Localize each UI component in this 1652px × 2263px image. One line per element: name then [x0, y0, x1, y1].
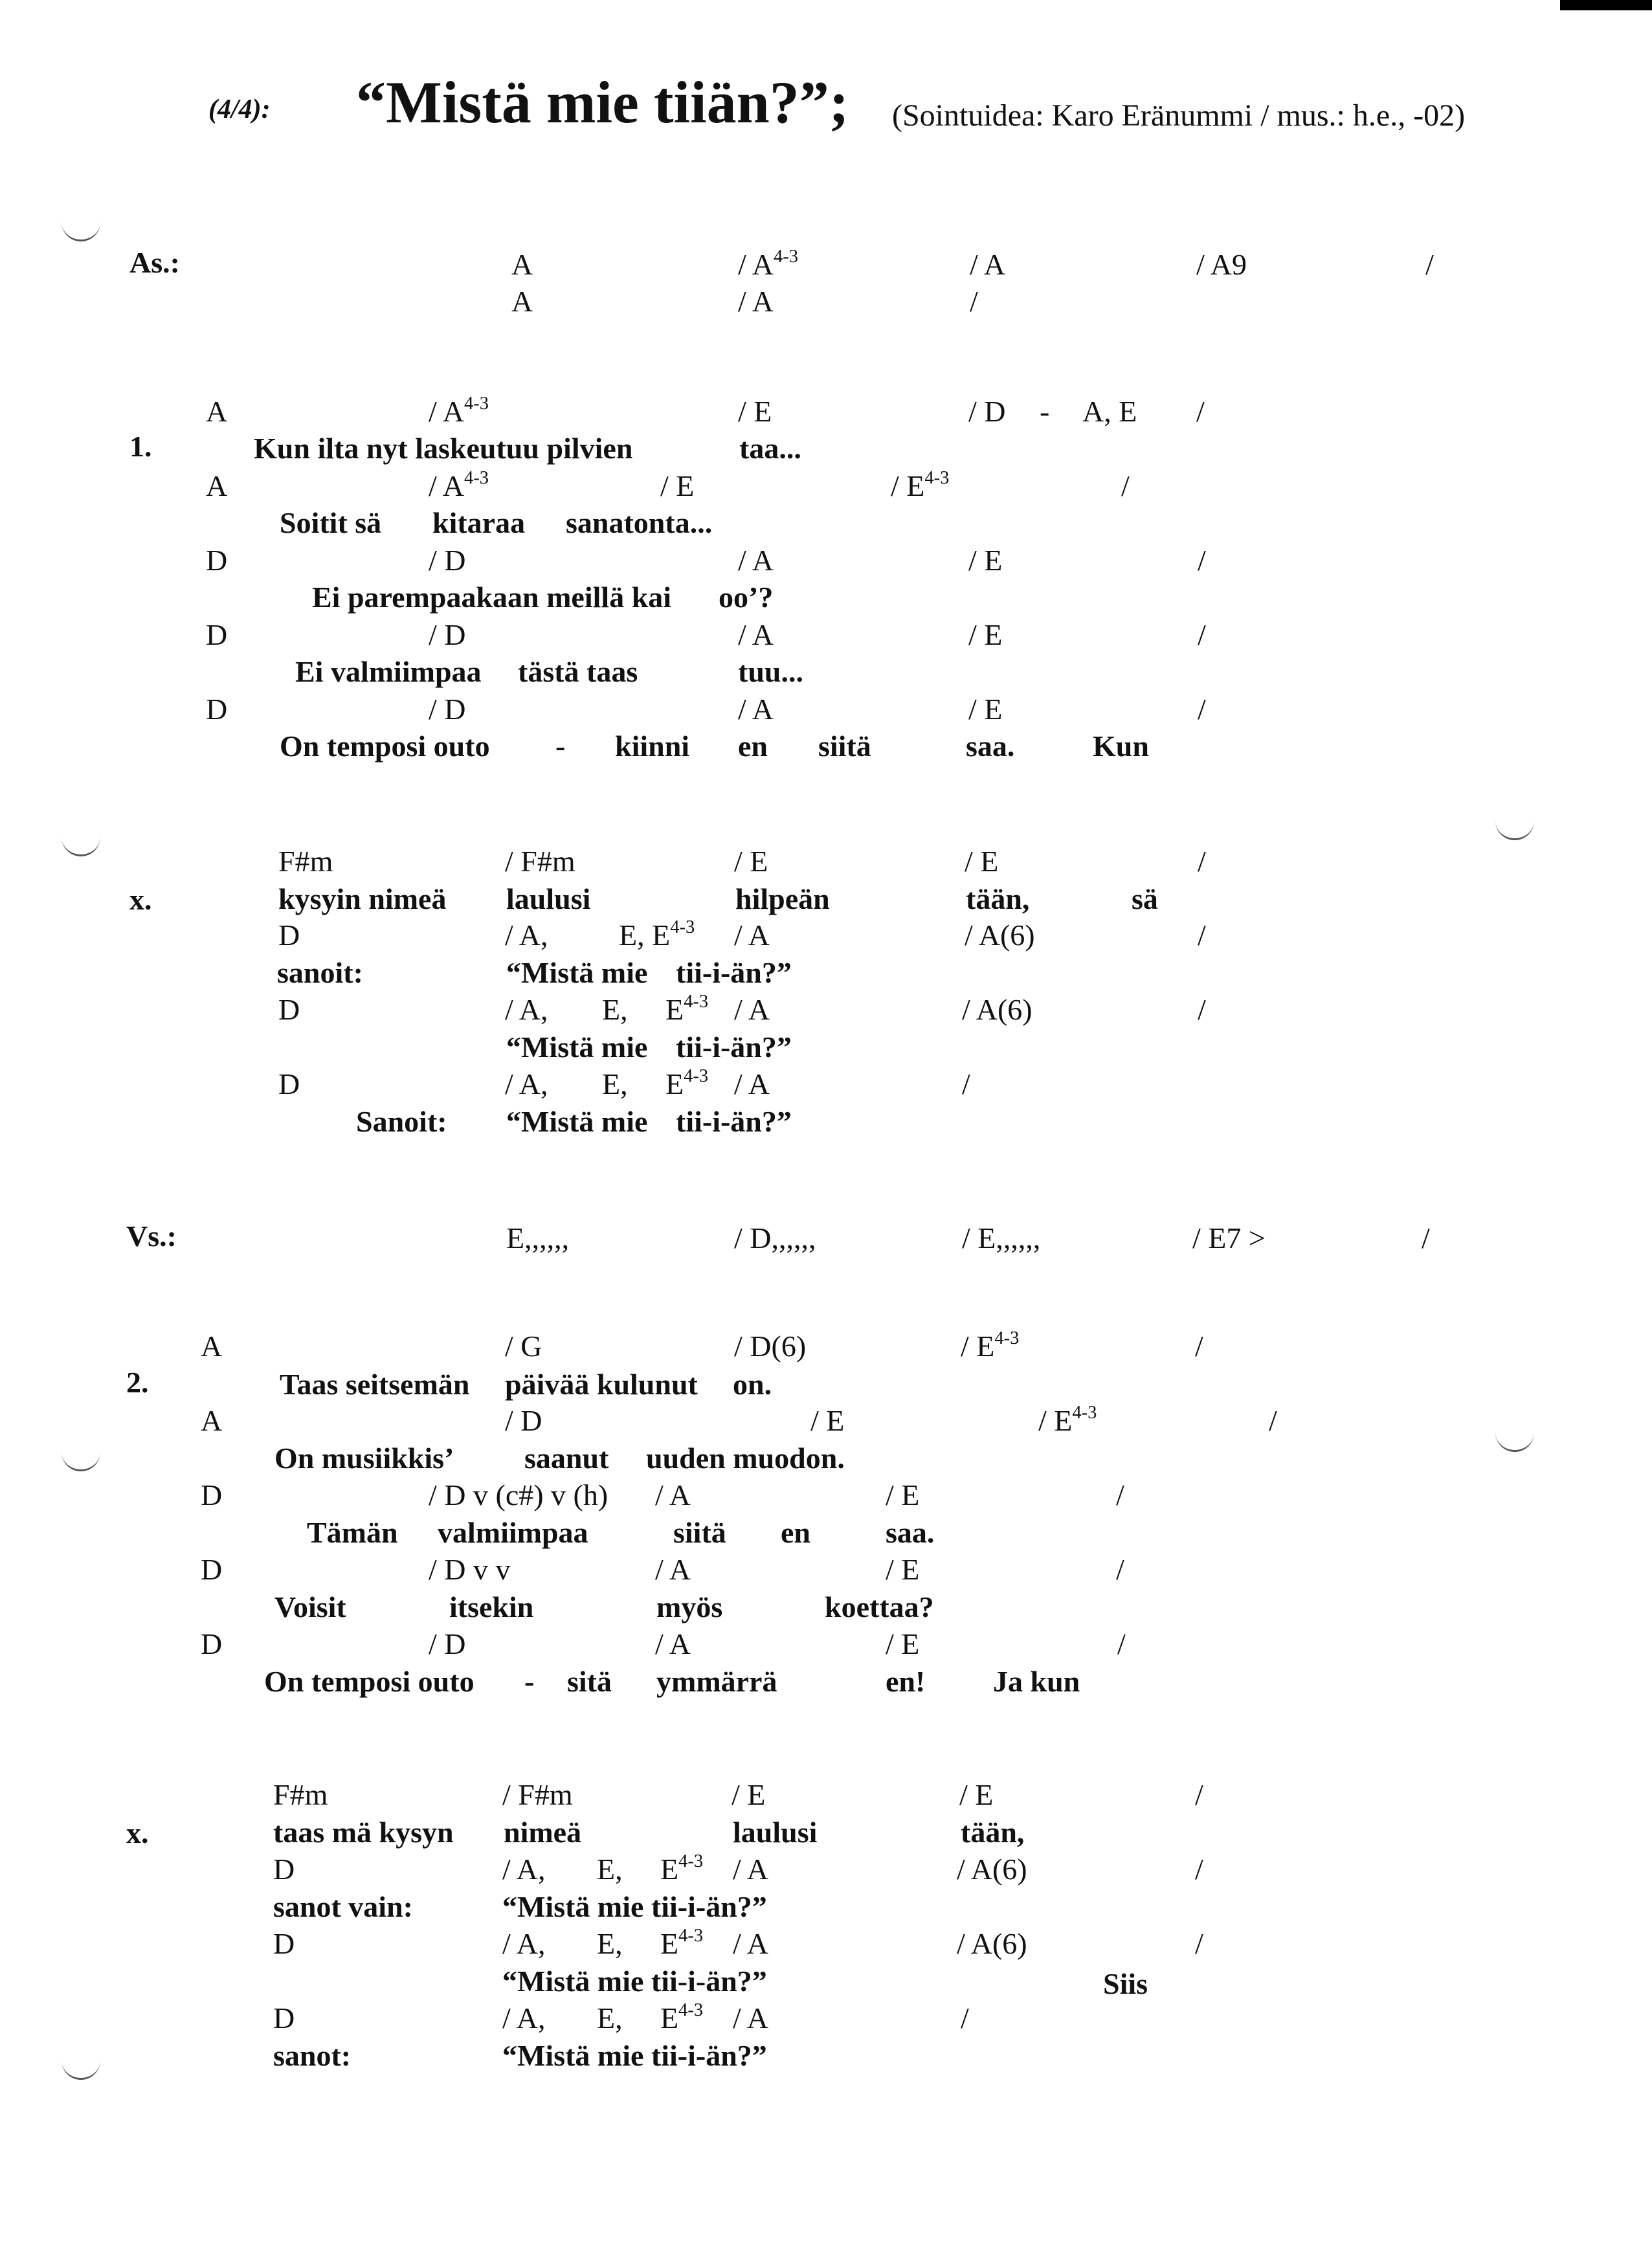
- chord: / F#m: [502, 1778, 573, 1811]
- chord: $E^{4-3}$: [660, 2000, 704, 2034]
- lyric: -: [524, 1665, 535, 1698]
- section-label-chorus: x.: [129, 883, 152, 916]
- bar-line: /: [1195, 1330, 1203, 1363]
- chord: $E^{4-3}$: [660, 1925, 704, 1960]
- lyric: “Mistä mie tii-i-än?”: [502, 2039, 767, 2072]
- lyric: en: [738, 730, 768, 763]
- lyric: “Mistä mie: [506, 1105, 648, 1138]
- lyric: myös: [656, 1590, 723, 1623]
- chord: / A: [733, 2001, 768, 2034]
- chord: / D: [429, 544, 466, 577]
- chord: A: [206, 395, 228, 428]
- chord: D: [273, 1853, 295, 1886]
- chord: / E: [886, 1478, 920, 1511]
- lyric: tuu...: [738, 655, 803, 688]
- chord-extension: 4-3: [678, 2000, 704, 2020]
- chord: / A(6): [957, 1927, 1027, 1960]
- lyric: Voisit: [274, 1590, 346, 1623]
- chord: / A: [738, 618, 774, 651]
- time-signature: (4/4):: [208, 95, 271, 124]
- chord: D: [273, 1927, 295, 1960]
- chord: / A(6): [957, 1853, 1027, 1886]
- chord: / E: [959, 1778, 994, 1811]
- chord-extension: 4-3: [678, 1925, 704, 1946]
- section-label-interlude: Vs.:: [126, 1220, 177, 1253]
- chord: / $A^{4-3}$: [738, 246, 798, 281]
- chord: D: [273, 2001, 295, 2034]
- bar-line: /: [1195, 1853, 1203, 1886]
- lyric: saa.: [886, 1516, 935, 1549]
- lyric: tii-i-än?”: [676, 1105, 792, 1138]
- lyric: Kun ilta nyt laskeutuu pilvien: [254, 432, 633, 465]
- lyric: tään,: [966, 882, 1030, 915]
- chord: E, $E^{4-3}$: [619, 917, 695, 952]
- bar-line: /: [1198, 693, 1206, 726]
- bar-line: /: [1422, 1221, 1430, 1254]
- lyric: laulusi: [733, 1816, 818, 1849]
- lyric: oo’?: [719, 581, 774, 614]
- section-label-verse-2: 2.: [126, 1366, 149, 1399]
- chord: / A: [734, 919, 770, 952]
- chord: / D: [429, 1627, 466, 1660]
- chord: E,: [602, 993, 628, 1026]
- bar-line: /: [1121, 469, 1130, 502]
- lyric: taas mä kysyn: [273, 1816, 454, 1849]
- lyric: “Mistä mie tii-i-än?”: [502, 1890, 767, 1923]
- chord: / A: [970, 248, 1005, 281]
- chord: / A(6): [965, 919, 1035, 952]
- chord: / F#m: [505, 845, 575, 878]
- chord: A: [511, 248, 533, 281]
- chord: $E^{4-3}$: [660, 1851, 704, 1886]
- lyric: On temposi outo: [264, 1665, 474, 1698]
- section-label-intro: As.:: [129, 246, 180, 279]
- lyric: siitä: [818, 730, 871, 763]
- chord: / A(6): [962, 993, 1032, 1026]
- lyric: Siis: [1103, 1967, 1148, 2000]
- bar-line: /: [1198, 845, 1206, 878]
- lyric: saa.: [966, 730, 1015, 763]
- chord: / D v (c#) v (h): [429, 1478, 608, 1511]
- song-title: “Mistä mie tiiän?”;: [356, 69, 849, 135]
- chord-extension: 4-3: [678, 1851, 704, 1871]
- lyric: Ja kun: [993, 1665, 1080, 1698]
- lyric: en!: [886, 1665, 926, 1698]
- bar-line: /: [1198, 544, 1206, 577]
- chord-dash: -: [1040, 395, 1050, 428]
- chord-extension: 4-3: [994, 1328, 1020, 1348]
- chord: E,: [597, 2001, 623, 2034]
- chord-extension: 4-3: [1072, 1402, 1097, 1423]
- lyric: nimeä: [504, 1816, 582, 1849]
- chord: E,: [597, 1927, 623, 1960]
- chord: / D: [429, 618, 466, 651]
- chord: / A,: [505, 919, 548, 952]
- chord: $E^{4-3}$: [665, 1065, 709, 1100]
- chord-extension: 4-3: [684, 991, 709, 1012]
- lyric: sä: [1132, 882, 1158, 915]
- chord-extension: 4-3: [463, 467, 489, 488]
- chord: / A,: [502, 2001, 546, 2034]
- song-credit: (Sointuidea: Karo Eränummi / mus.: h.e., -02): [892, 98, 1466, 133]
- chord: / A,: [502, 1927, 546, 1960]
- chord: / A: [738, 544, 774, 577]
- bar-line: /: [962, 1067, 970, 1100]
- chord: A: [511, 285, 533, 318]
- lyric: sitä: [567, 1665, 612, 1698]
- bar-line: /: [961, 2001, 969, 2034]
- chord-extension: 4-3: [924, 467, 950, 488]
- chord: / A: [655, 1553, 691, 1586]
- chord: / $A^{4-3}$: [429, 467, 489, 502]
- chord: D: [206, 618, 228, 651]
- chord: / E: [738, 395, 772, 428]
- chord: / E: [731, 1778, 766, 1811]
- chord: / E: [968, 544, 1003, 577]
- lyric: Ei parempaakaan meillä kai: [312, 581, 672, 614]
- chord: / A,: [505, 1067, 548, 1100]
- chord: / A: [738, 285, 774, 318]
- lyric: Soitit sä: [280, 506, 382, 539]
- lyric: saanut: [524, 1442, 609, 1475]
- lyric: “Mistä mie tii-i-än?”: [502, 1965, 767, 1998]
- chord: / E: [660, 469, 695, 502]
- lyric: tii-i-än?”: [676, 1031, 792, 1064]
- binder-hole-mark: [61, 220, 100, 241]
- lyric: Ei valmiimpaa: [295, 655, 482, 688]
- chord: A, E: [1082, 395, 1137, 428]
- chord: / E7 >: [1192, 1221, 1266, 1254]
- section-label-chorus: x.: [126, 1816, 149, 1849]
- lyric: -: [555, 730, 566, 763]
- chord: / A: [733, 1853, 768, 1886]
- chord: / E: [810, 1404, 845, 1437]
- chord: / A: [655, 1478, 691, 1511]
- binder-hole-mark: [61, 1450, 100, 1471]
- chord: / E: [886, 1553, 920, 1586]
- lyric: valmiimpaa: [438, 1516, 588, 1549]
- chord: / A,: [502, 1853, 546, 1886]
- lyric: sanoit:: [277, 956, 363, 989]
- lyric: “Mistä mie: [506, 1031, 648, 1064]
- chord-extension: 4-3: [773, 246, 798, 267]
- chord: / E: [965, 845, 999, 878]
- bar-line: /: [1116, 1478, 1124, 1511]
- chord: D: [278, 1067, 300, 1100]
- chord: / A: [655, 1627, 691, 1660]
- chord: F#m: [273, 1778, 328, 1811]
- lyric: koettaa?: [825, 1590, 934, 1623]
- bar-line: /: [1196, 395, 1205, 428]
- lyric: laulusi: [506, 882, 591, 915]
- chord: A: [206, 469, 228, 502]
- lyric: itsekin: [449, 1590, 534, 1623]
- lyric: On temposi outo: [280, 730, 490, 763]
- chord: / A: [734, 1067, 770, 1100]
- chord: $E^{4-3}$: [665, 991, 709, 1026]
- lyric: Sanoit:: [356, 1105, 447, 1138]
- chord: D: [278, 993, 300, 1026]
- binder-hole-mark: [61, 2058, 100, 2080]
- lyric: hilpeän: [735, 882, 830, 915]
- chord: / E: [968, 693, 1003, 726]
- chord: A: [201, 1404, 223, 1437]
- chord: / E: [968, 618, 1003, 651]
- lyric: Taas seitsemän: [280, 1368, 470, 1401]
- lyric: ymmärrä: [656, 1665, 777, 1698]
- bar-line: /: [1425, 248, 1434, 281]
- chord: D: [206, 693, 228, 726]
- chord: / D: [968, 395, 1006, 428]
- chord: / D,,,,,,: [734, 1221, 816, 1254]
- lyric: On musiikkis’: [274, 1442, 454, 1475]
- bar-line: /: [1116, 1553, 1124, 1586]
- chord: D: [206, 544, 228, 577]
- chord: A: [201, 1330, 223, 1363]
- chord: / G: [505, 1330, 542, 1363]
- binder-hole-mark: [1495, 819, 1534, 840]
- lyric: on.: [733, 1368, 772, 1401]
- lyric: tään,: [961, 1816, 1025, 1849]
- lyric: sanot:: [273, 2039, 352, 2072]
- bar-line: /: [1269, 1404, 1277, 1437]
- lyric: Kun: [1093, 730, 1149, 763]
- chord: / A: [738, 693, 774, 726]
- chord: / E,,,,,,: [962, 1221, 1041, 1254]
- chord-extension: 4-3: [684, 1065, 709, 1086]
- scan-corner-mark: [1560, 0, 1652, 10]
- bar-line: /: [1198, 993, 1206, 1026]
- chord: / A9: [1196, 248, 1247, 281]
- chord: / $E^{4-3}$: [891, 467, 950, 502]
- chord: / E: [734, 845, 768, 878]
- chord: F#m: [278, 845, 333, 878]
- chord: / D(6): [734, 1330, 807, 1363]
- bar-line: /: [970, 285, 978, 318]
- binder-hole-mark: [1495, 1431, 1534, 1452]
- chord: / D v v: [429, 1553, 511, 1586]
- bar-line: /: [1195, 1778, 1203, 1811]
- chord-extension: 4-3: [463, 393, 489, 414]
- chord: E,,,,,,: [506, 1221, 570, 1254]
- lyric: kiinni: [615, 730, 690, 763]
- lyric: uuden muodon.: [646, 1442, 845, 1475]
- chord: D: [201, 1627, 223, 1660]
- binder-hole-mark: [61, 835, 100, 856]
- chord: / $E^{4-3}$: [961, 1328, 1020, 1363]
- chord: / D: [505, 1404, 542, 1437]
- chord: E,: [597, 1853, 623, 1886]
- bar-line: /: [1195, 1927, 1203, 1960]
- lyric: päivää kulunut: [505, 1368, 698, 1401]
- lyric: siitä: [673, 1516, 726, 1549]
- chord: / A: [733, 1927, 768, 1960]
- lyric: sanot vain:: [273, 1890, 413, 1923]
- chord: D: [278, 919, 300, 952]
- chord: / A,: [505, 993, 548, 1026]
- chord: / $A^{4-3}$: [429, 393, 489, 428]
- section-label-verse-1: 1.: [129, 430, 152, 463]
- bar-line: /: [1198, 919, 1206, 952]
- lyric: taa...: [739, 432, 801, 465]
- chord: / A: [734, 993, 770, 1026]
- chord: / D: [429, 693, 466, 726]
- bar-line: /: [1117, 1627, 1126, 1660]
- chord: / $E^{4-3}$: [1038, 1402, 1097, 1437]
- lyric: tii-i-än?”: [676, 956, 792, 989]
- chord: D: [201, 1478, 223, 1511]
- lyric: “Mistä mie: [506, 956, 648, 989]
- lyric: kysyin nimeä: [278, 882, 447, 915]
- chord: / E: [886, 1627, 920, 1660]
- bar-line: /: [1198, 618, 1206, 651]
- lyric: en: [781, 1516, 810, 1549]
- chord-extension: 4-3: [670, 917, 695, 937]
- lyric: tästä taas: [518, 655, 638, 688]
- chord: D: [201, 1553, 223, 1586]
- lyric: sanatonta...: [566, 506, 713, 539]
- lyric: Tämän: [307, 1516, 398, 1549]
- chord: E,: [602, 1067, 628, 1100]
- lyric: kitaraa: [432, 506, 526, 539]
